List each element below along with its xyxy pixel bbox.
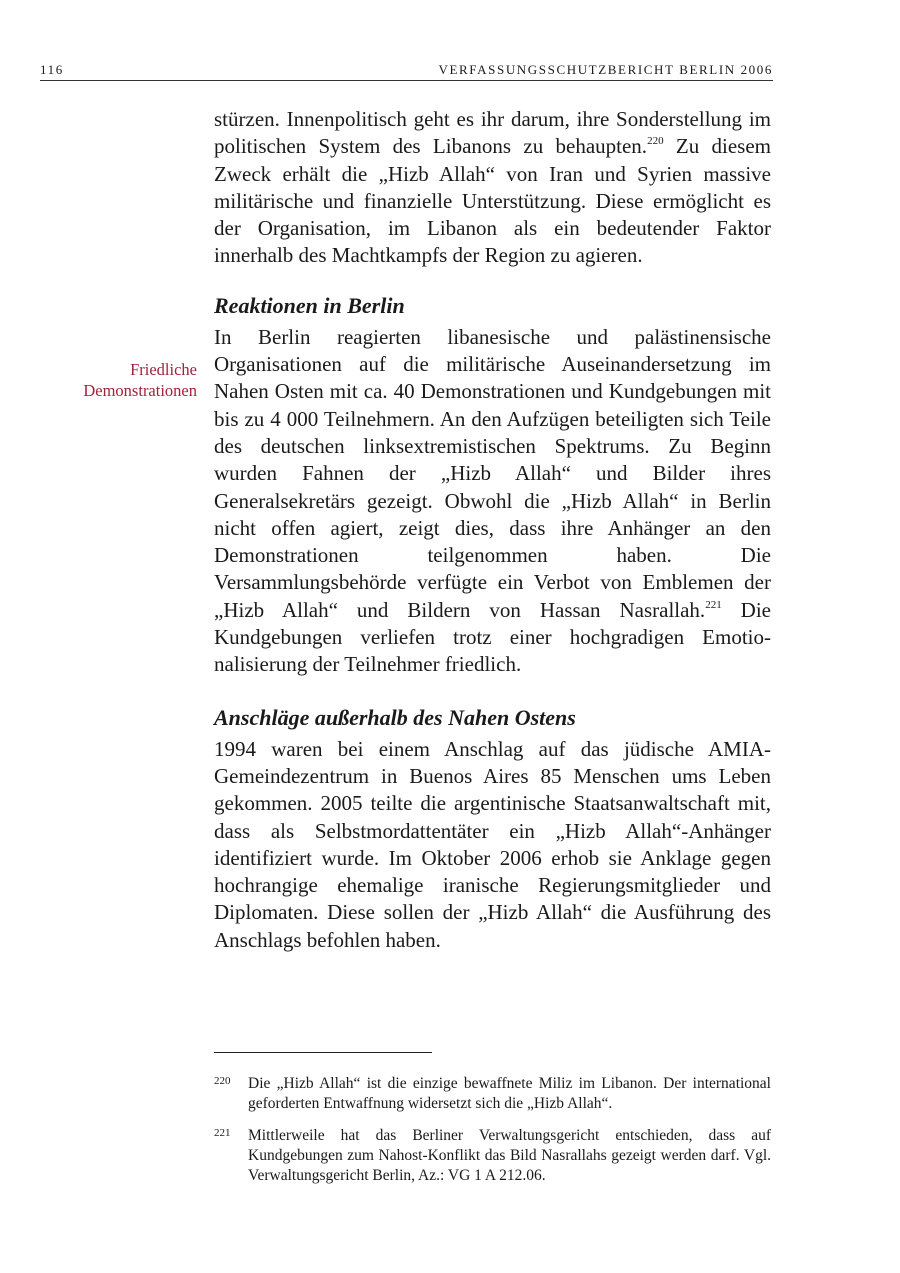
main-text-column bbox=[214, 106, 771, 954]
margin-note-line-1: Friedliche bbox=[130, 360, 197, 379]
footnote-221 bbox=[214, 1126, 771, 1186]
section2-paragraph: 1994 waren bei einem Anschlag auf das jüdische AMIA-Gemeindezentrum in Buenos Aires 85 Menschen ums Leben gekommen. 2005 teilte die argentinische Staatsanwaltschaft mit, dass als Selbstmordattentäter ein „Hizb Allah“-Anhänger identifiziert wurde. Im Oktober 2006 erhob sie Anklage gegen hochrangige ehemalige iranische Regierungsmitglieder und Diplomaten. Diese sollen der „Hizb Allah“ die Ausführung des Anschlags befohlen haben. bbox=[214, 736, 771, 952]
heading-reaktionen-in-berlin: Reaktionen in Berlin bbox=[214, 292, 405, 318]
running-title: VERFASSUNGSSCHUTZBERICHT BERLIN 2006 bbox=[438, 62, 773, 77]
footnote-number: 221 bbox=[214, 1127, 231, 1139]
margin-note-friedliche-demonstrationen bbox=[27, 359, 197, 401]
footnote-ref-220[interactable]: 220 bbox=[647, 135, 664, 148]
section1-text-part-2: Die Kundgebungen verliefen trotz einer hochgradigen Emotionalisierung der Teilnehmer friedlich. bbox=[214, 597, 771, 677]
footnote-number: 220 bbox=[214, 1075, 231, 1087]
section1-text-part-1: In Berlin reagierten libanesische und palästinensische Organisationen auf die militärische Auseinandersetzung im Nahen Osten mit ca. 40 Demonstrationen und Kundgebungen mit bis zu 4 000 Teilnehmern. An den Aufzügen beteiligten sich Teile des deutschen linksextremistischen Spektrums. Zu Beginn wurden Fahnen der „Hizb Allah“ und Bilder ihres Generalsekretärs gezeigt. Obwohl die „Hizb Allah“ in Berlin nicht offen agiert, zeigt dies, dass ihre Anhänger an den Demonstrationen teilgenommen haben. Die Versammlungsbehörde verfügte ein Verbot von Emblemen der „Hizb Allah“ und Bildern von Hassan Nasrallah. bbox=[214, 324, 771, 622]
margin-note-line-2: Demonstrationen bbox=[83, 381, 197, 400]
page-number: 116 bbox=[40, 62, 64, 77]
intro-paragraph bbox=[214, 106, 771, 270]
intro-text-part-2: Zu diesem Zweck erhält die „Hizb Allah“ von Iran und Syrien massive militärische und finanzielle Unterstützung. Diese ermöglicht es der Organisation, im Libanon als ein bedeutender Faktor innerhalb des Machtkampfs der Region zu agieren. bbox=[214, 134, 771, 268]
footnote-text: Die „Hizb Allah“ ist die einzige bewaffnete Miliz im Libanon. Der international geforderten Entwaffnung widersetzt sich die „Hizb Allah“. bbox=[248, 1075, 771, 1112]
page-header bbox=[40, 62, 773, 81]
footnote-separator bbox=[214, 1052, 432, 1053]
heading-anschlaege-ausserhalb: Anschläge außerhalb des Nahen Ostens bbox=[214, 704, 576, 730]
footnote-220 bbox=[214, 1074, 771, 1114]
footnote-text: Mittlerweile hat das Berliner Verwaltungsgericht entschieden, dass auf Kundgebungen zum Nahost-Konflikt das Bild Nasrallahs gezeigt werden darf. Vgl. Verwaltungsgericht Berlin, Az.: VG 1 A 212.06. bbox=[248, 1127, 771, 1184]
footnote-ref-221[interactable]: 221 bbox=[705, 598, 722, 611]
intro-text-part-1: stürzen. Innenpolitisch geht es ihr darum, ihre Sonderstellung im politischen System des Libanons zu behaupten. bbox=[214, 107, 771, 159]
section1-paragraph bbox=[214, 324, 771, 679]
